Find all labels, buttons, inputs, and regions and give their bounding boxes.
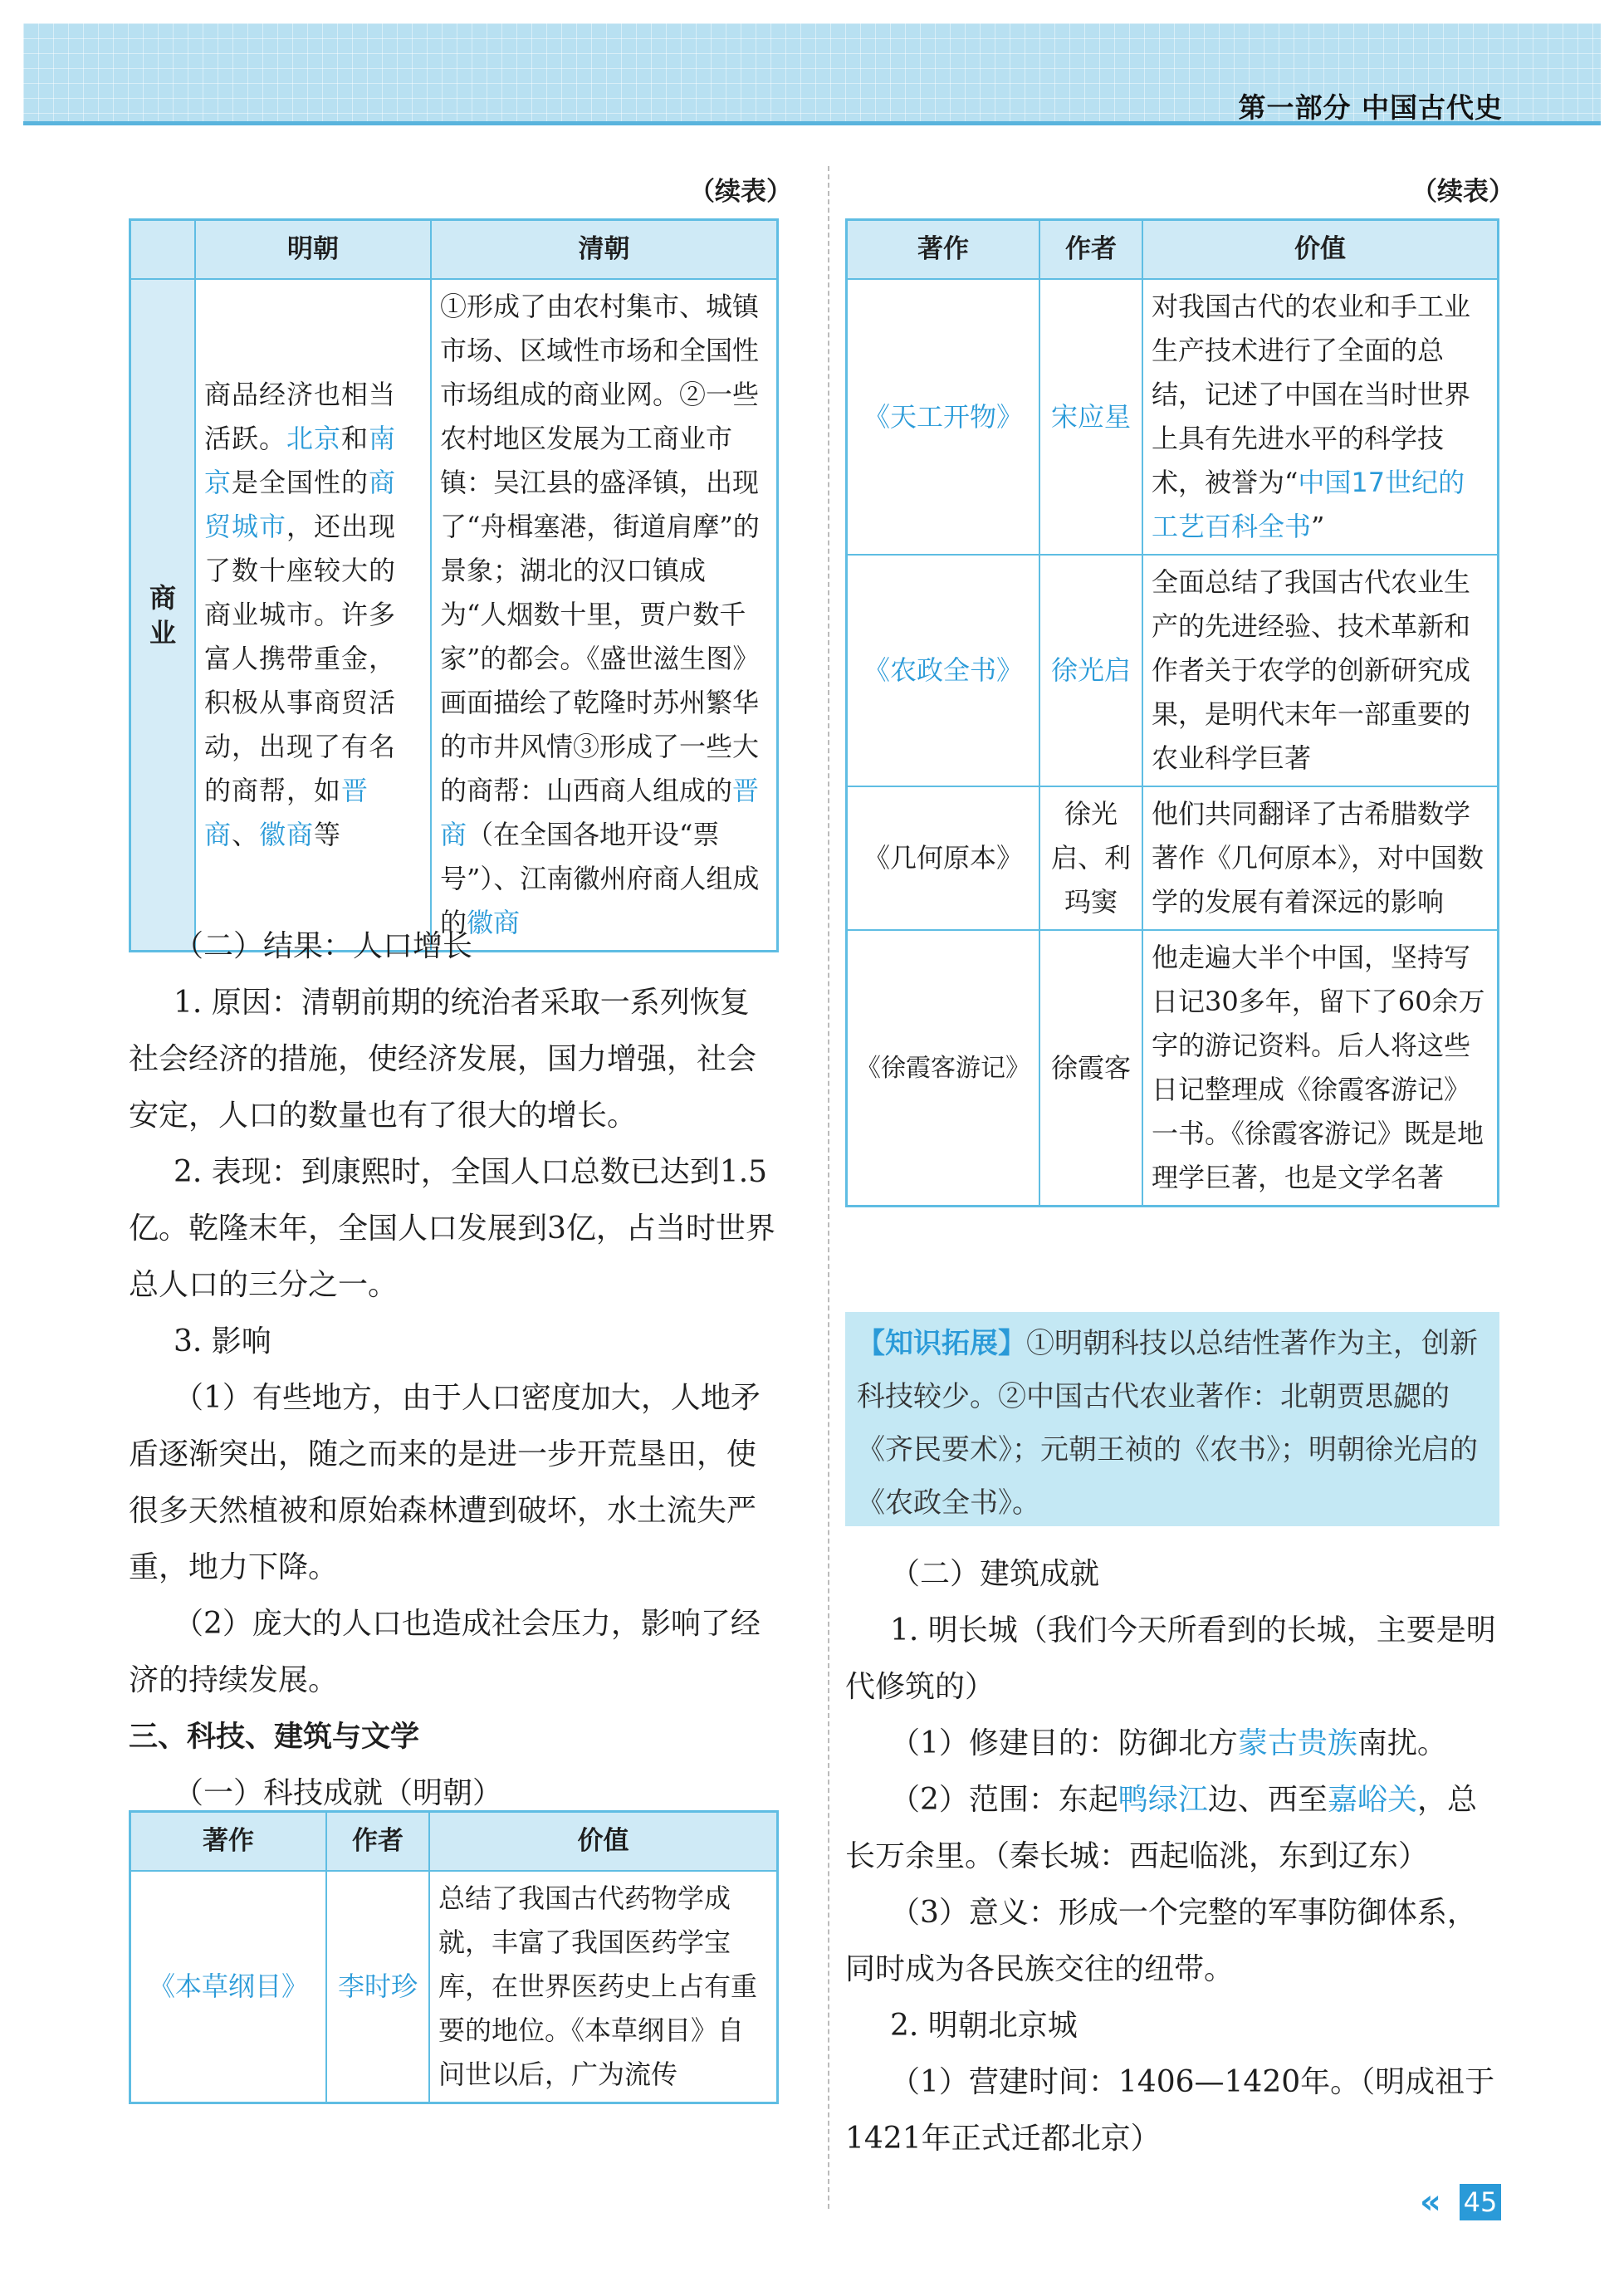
table-row bbox=[847, 279, 1499, 555]
table-row bbox=[847, 786, 1499, 930]
author-cell: 徐光启 bbox=[1039, 555, 1142, 786]
table-row bbox=[130, 1871, 778, 2103]
paragraph: 3. 影响 bbox=[174, 1324, 271, 1359]
author-cell: 徐光启、利玛窦 bbox=[1039, 786, 1142, 930]
value-cell: 他走遍大半个中国，坚持写日记30多年，留下了60余万字的游记资料。后人将这些日记整理成《徐霞客游记》一书。《徐霞客游记》既是地理学巨著，也是文学名著 bbox=[1142, 930, 1499, 1207]
corner-cell bbox=[130, 220, 196, 280]
col-header-author: 作者 bbox=[1039, 220, 1142, 280]
work-cell: 《农政全书》 bbox=[847, 555, 1040, 786]
page-header-title: 第一部分 中国古代史 bbox=[1238, 91, 1503, 124]
commerce-table bbox=[129, 218, 779, 952]
table-row bbox=[847, 555, 1499, 786]
section-title: 三、科技、建筑与文学 bbox=[129, 1721, 420, 1754]
paragraph: （二）结果：人口增长 bbox=[174, 929, 473, 963]
col-header-work: 著作 bbox=[847, 220, 1040, 280]
paragraph: （1）营建时间：1406—1420年。（明成祖于1421年正式迁都北京） bbox=[845, 2065, 1495, 2156]
table-header-row bbox=[130, 1812, 778, 1872]
paragraph: 2. 表现：到康熙时，全国人口总数已达到1.5亿。乾隆末年，全国人口发展到3亿，占当时世界总人口的三分之一。 bbox=[129, 1155, 775, 1302]
left-body-text bbox=[129, 918, 779, 1822]
table-row bbox=[130, 279, 778, 952]
paragraph: （1）有些地方，由于人口密度加大，人地矛盾逐渐突出，随之而来的是进一步开荒垦田，使很多天然植被和原始森林遭到破坏，水土流失严重，地力下降。 bbox=[129, 1381, 761, 1584]
work-cell: 《天工开物》 bbox=[847, 279, 1040, 555]
col-header-work: 著作 bbox=[130, 1812, 327, 1872]
ming-cell: 商品经济也相当活跃。北京和南京是全国性的商贸城市，还出现了数十座较大的商业城市。许多富人携带重金，积极从事商贸活动，出现了有名的商帮，如晋商、徽商等 bbox=[195, 279, 431, 952]
author-cell: 徐霞客 bbox=[1039, 930, 1142, 1207]
double-chevron-left-icon: « bbox=[1420, 2183, 1441, 2221]
col-header-ming: 明朝 bbox=[195, 220, 431, 280]
paragraph: （2）范围：东起鸭绿江边、西至嘉峪关，总长万余里。（秦长城：西起临洮，东到辽东） bbox=[845, 1783, 1477, 1873]
knowledge-extension-box bbox=[845, 1312, 1499, 1526]
paragraph: （2）庞大的人口也造成社会压力，影响了经济的持续发展。 bbox=[129, 1607, 761, 1697]
right-body-text bbox=[845, 1546, 1499, 2167]
paragraph: （3）意义：形成一个完整的军事防御体系，同时成为各民族交往的纽带。 bbox=[845, 1896, 1477, 1986]
author-cell: 宋应星 bbox=[1039, 279, 1142, 555]
work-cell: 《本草纲目》 bbox=[130, 1871, 327, 2103]
work-cell: 《徐霞客游记》 bbox=[847, 930, 1040, 1207]
page-number: 45 bbox=[1460, 2184, 1501, 2220]
value-cell: 他们共同翻译了古希腊数学著作《几何原本》，对中国数学的发展有着深远的影响 bbox=[1142, 786, 1499, 930]
col-header-value: 价值 bbox=[429, 1812, 778, 1872]
work-cell: 《几何原本》 bbox=[847, 786, 1040, 930]
table-header-row bbox=[130, 220, 778, 280]
col-header-author: 作者 bbox=[326, 1812, 429, 1872]
paragraph: 1. 原因：清朝前期的统治者采取一系列恢复社会经济的措施，使经济发展，国力增强，社会安定，人口的数量也有了很大的增长。 bbox=[129, 986, 757, 1133]
continued-label-right: （续表） bbox=[1411, 177, 1514, 207]
tech-table-left bbox=[129, 1810, 779, 2104]
qing-cell: ①形成了由农村集市、城镇市场、区域性市场和全国性市场组成的商业网。②一些农村地区发展为工商业市镇：吴江县的盛泽镇，出现了“舟楫塞港，街道肩摩”的景象；湖北的汉口镇成为“人烟数十里，贾户数千家”的都会。《盛世滋生图》画面描绘了乾隆时苏州繁华的市井风情③形成了一些大的商帮：山西商人组成的晋商（在全国各地开设“票号”）、江南徽州府商人组成的徽商 bbox=[431, 279, 778, 952]
table-row bbox=[847, 930, 1499, 1207]
value-cell: 全面总结了我国古代农业生产的先进经验、技术革新和作者关于农学的创新研究成果，是明代末年一部重要的农业科学巨著 bbox=[1142, 555, 1499, 786]
paragraph: 1. 明长城（我们今天所看到的长城，主要是明代修筑的） bbox=[845, 1613, 1496, 1704]
value-cell: 对我国古代的农业和手工业生产技术进行了全面的总结，记述了中国在当时世界上具有先进水平的科学技术，被誉为“中国17世纪的工艺百科全书” bbox=[1142, 279, 1499, 555]
sub-title: （一）科技成就（明朝） bbox=[174, 1776, 503, 1810]
tech-table-right bbox=[845, 218, 1499, 1207]
row-label-commerce: 商业 bbox=[130, 279, 196, 952]
paragraph: （二）建筑成就 bbox=[890, 1557, 1100, 1591]
continued-label-left: （续表） bbox=[689, 177, 792, 207]
column-divider bbox=[828, 166, 829, 2209]
table-header-row bbox=[847, 220, 1499, 280]
knowledge-tag: 【知识拓展】 bbox=[857, 1327, 1026, 1360]
page-number-badge bbox=[1420, 2184, 1499, 2220]
knowledge-text: ①明朝科技以总结性著作为主，创新科技较少。②中国古代农业著作：北朝贾思勰的《齐民要术》；元朝王祯的《农书》；明朝徐光启的《农政全书》。 bbox=[857, 1327, 1478, 1520]
paragraph: 2. 明朝北京城 bbox=[890, 2009, 1078, 2043]
author-cell: 李时珍 bbox=[326, 1871, 429, 2103]
col-header-qing: 清朝 bbox=[431, 220, 778, 280]
paragraph: （1）修建目的：防御北方蒙古贵族南扰。 bbox=[890, 1726, 1447, 1760]
col-header-value: 价值 bbox=[1142, 220, 1499, 280]
value-cell: 总结了我国古代药物学成就，丰富了我国医药学宝库，在世界医药史上占有重要的地位。《本草纲目》自问世以后，广为流传 bbox=[429, 1871, 778, 2103]
